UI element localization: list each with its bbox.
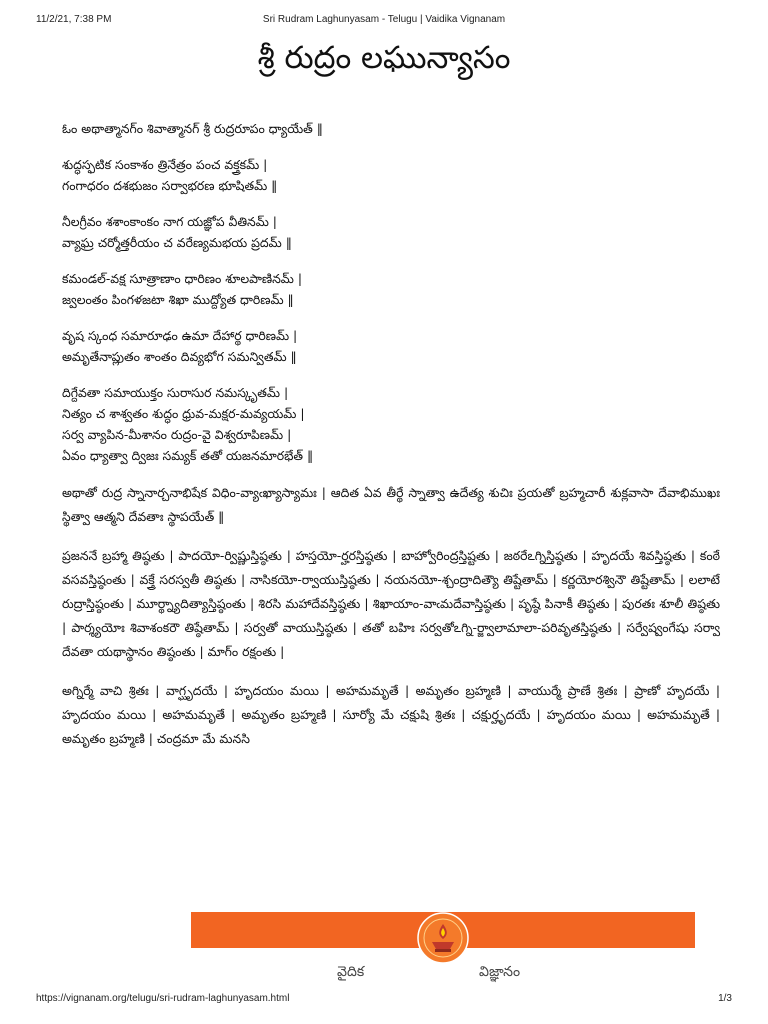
verse-line: నిత్యం చ శాశ్వతం శుద్ధం ధ్రువ-మక్షర-మవ్యయమ్ | [62, 406, 305, 421]
verse [62, 211, 720, 253]
verse [62, 154, 720, 196]
verse-line: వ్యాఘ్ర చర్మోత్తరీయం చ వరేణ్యమభయ ప్రదమ్ ‖ [62, 235, 292, 250]
verse-line: అమృతేనాప్లుతం శాంతం దివ్యభోగ సమన్వితమ్ ‖ [62, 349, 297, 364]
verse [62, 382, 720, 466]
verse [62, 268, 720, 310]
verse-line: శుద్ధస్ఫటిక సంకాశం త్రినేత్రం పంచ వక్త్రకమ్ | [62, 157, 268, 172]
prose-paragraph: ప్రజననే బ్రహ్మా తిష్ఠతు | పాదయో-ర్విష్ణుస్తిష్ఠతు | హస్తయో-ర్హరస్తిష్ఠతు | బాహ్వోరింద్రస్తిష్టతు | జఠరేఽగ్నిస్తిష్ఠతు | హృదయే శివస్తిష్ఠతు | కంఠే వసవస్తిష్ఠంతు | వక్త్రే సరస్వతీ తిష్ఠతు | నాసికయో-ర్వాయుస్తిష్ఠతు | నయనయో-శ్చంద్రాదిత్యౌ తిష్టేతామ్ | కర్ణయోరశ్వినౌ తిష్టేతామ్ | లలాటే రుద్రాస్తిష్ఠంతు | మూర్థ్న్యాదిత్యాస్తిష్ఠంతు | శిరసి మహాదేవస్తిష్ఠతు | శిఖాయాం-వాఁమదేవాస్తిష్ఠతు | పృష్ఠే పినాకీ తిష్ఠతు | పురతః శూలీ తిష్ఠతు | పార్శ్యయోః శివాశంకరౌ తిష్ఠేతామ్ | సర్వతో వాయుస్తిష్ఠతు | తతో బహిః సర్వతోఽగ్ని-ర్జ్వాలామాలా-పరివృతస్తిష్ఠతు | సర్వేష్వంగేషు సర్వా దేవతా యథాస్థానం తిష్ఠంతు | మాగ్ం రక్షంతు | [62, 548, 720, 659]
verse-line: సర్వ వ్యాపిన-మీశానం రుద్రం-వై విశ్వరూపిణమ్ | [62, 427, 292, 442]
document-body [62, 118, 720, 766]
lamp-logo-icon [417, 912, 469, 964]
prose-paragraph: అగ్నిర్మే వాచి శ్రితః | వాగ్ఘృదయే | హృదయం మయి | అహమమృతే | అమృతం బ్రహ్మణి | వాయుర్మే ప్రాణే శ్రితః | ప్రాణో హృదయే | హృదయం మయి | అహమమృతే | అమృతం బ్రహ్మణి | సూర్యో మే చక్షుషి శ్రితః | చక్షుర్హృదయే | హృదయం మయి | అహమమృతే | అమృతం బ్రహ్మణి | చంద్రమా మే మనసి [62, 683, 720, 746]
verse [62, 325, 720, 367]
verse-line: దిగ్దేవతా సమాయుక్తం సురాసుర నమస్కృతమ్ | [62, 385, 289, 400]
page-title: శ్రీ రుద్రం లఘున్యాసం [257, 40, 511, 76]
page-number: 1/3 [718, 993, 732, 1004]
print-datetime: 11/2/21, 7:38 PM [36, 14, 112, 25]
verse-line: ఓం అథాత్మానగ్ం శివాత్మానగ్ శ్రీ రుద్రరూపం ధ్యాయేత్ ‖ [62, 121, 323, 136]
brand-word-vaidika: వైదిక [337, 964, 365, 980]
verse-line: కమండల్-వక్ష సూత్రాణాం ధారిణం శూలపాణినమ్ | [62, 271, 303, 286]
verse-line: ఏవం ధ్యాత్వా ద్విజః సమ్యక్ తతో యజనమారభేత్ ‖ [62, 448, 314, 463]
verse-line: వృష స్కంధ సమారూఢం ఉమా దేహార్థ ధారిణమ్ | [62, 328, 298, 343]
print-page-title: Sri Rudram Laghunyasam - Telugu | Vaidika Vignanam [262, 14, 506, 25]
print-footer [0, 993, 768, 1007]
prose-paragraph: అథాతో రుద్ర స్నానార్చనాభిషేక విధిం-వ్యాఁఖ్యాస్యామః | ఆదిత ఏవ తీర్థే స్నాత్వా ఉదేత్య శుచిః ప్రయతో బ్రహ్మచారీ శుక్లవాసా దేవాభిముఖః స్థిత్వా ఆత్మని దేవతాః స్థాపయేత్ ‖ [62, 485, 720, 524]
verse-line: జ్వలంతం పింగళజటా శిఖా ముద్ద్యోత ధారిణమ్ ‖ [62, 292, 294, 307]
verse [62, 118, 720, 139]
site-banner [191, 912, 695, 984]
verse-line: నీలగ్రీవం శశాంకాంకం నాగ యజ్ఞోప వీతినమ్ | [62, 214, 277, 229]
brand-word-vignanam: విజ్ఞానం [479, 964, 521, 980]
verse-line: గంగాధరం దశభుజం సర్వాభరణ భూషితమ్ ‖ [62, 178, 278, 193]
print-header [0, 14, 768, 28]
page-url: https://vignanam.org/telugu/sri-rudram-laghunyasam.html [36, 993, 290, 1004]
